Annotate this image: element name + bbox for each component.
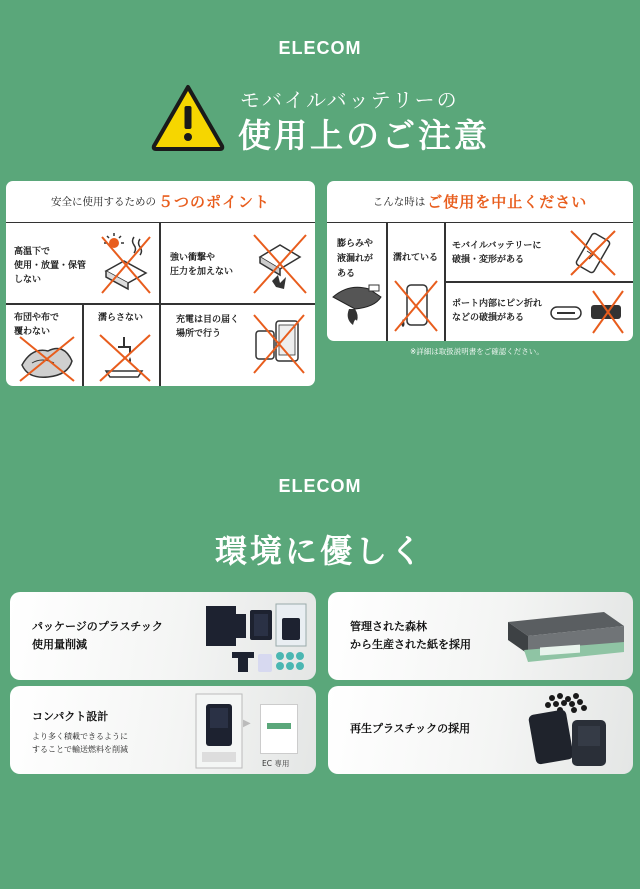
- compact-package-icon: [194, 692, 244, 770]
- eco-card-compact: [10, 686, 316, 774]
- heading-prefix: 安全に使用するための: [50, 196, 156, 208]
- ec-label: EC 専用: [262, 759, 290, 768]
- arrow-icon: ▶: [243, 718, 251, 729]
- eco-label: コンパクト設計: [32, 710, 109, 723]
- stop-text-wet: 濡れている: [393, 253, 439, 263]
- stop-text-swollen: 膨らみや 液漏れが ある: [337, 239, 374, 279]
- eco-card-plastic-reduction: [10, 592, 316, 680]
- broken-battery-icon: [569, 229, 617, 277]
- phone-charging-icon: [250, 311, 308, 377]
- point-text-wet: 濡らさない: [98, 313, 144, 323]
- impact-battery-icon: [250, 231, 310, 297]
- caution-title: 使用上のご注意: [238, 116, 490, 155]
- swollen-battery-icon: [329, 279, 385, 335]
- heading-accent: ご使用を中止ください: [427, 193, 588, 211]
- eco-label: 管理された森林 から生産された紙を採用: [350, 620, 471, 651]
- point-text-charge: 充電は目の届く 場所で行う: [176, 315, 240, 339]
- stop-text-broken: モバイルバッテリーに 破損・変形がある: [452, 241, 542, 265]
- brand-logo: ELECOM: [278, 38, 362, 58]
- manual-note: ※詳細は取扱説明書をご確認ください。: [410, 347, 544, 356]
- heading-accent: ５つのポイント: [157, 193, 270, 211]
- covered-battery-icon: [18, 335, 76, 383]
- eco-label: 再生プラスチックの採用: [350, 722, 471, 735]
- wet-battery-icon: [94, 333, 154, 383]
- stop-use-heading: [327, 181, 633, 223]
- hot-battery-icon: [94, 231, 156, 297]
- point-text-impact: 強い衝撃や 圧力を加えない: [170, 253, 234, 277]
- safety-points-card: [6, 181, 315, 386]
- caution-subtitle: モバイルバッテリーの: [240, 88, 459, 112]
- eco-card-forest-paper: [328, 592, 633, 680]
- eco-sub-text: より多く積載できるように することで輸送燃料を削減: [32, 732, 128, 754]
- stop-use-card: [327, 181, 633, 341]
- point-text-cover: 布団や布で 覆わない: [14, 313, 60, 337]
- broken-port-icon: [549, 287, 627, 337]
- caution-header: [150, 78, 510, 158]
- paper-box-icon: [504, 606, 628, 668]
- point-text-heat: 高温下で 使用・放置・保管 しない: [14, 247, 87, 285]
- eco-label: パッケージのプラスチック 使用量削減: [32, 620, 163, 651]
- eco-title: 環境に優しく: [214, 532, 425, 570]
- ec-package-icon: [260, 704, 298, 754]
- recycled-plastic-icon: [514, 690, 626, 772]
- heading-prefix: こんな時は: [372, 196, 426, 208]
- stop-text-port: ポート内部にピン折れ などの破損がある: [452, 299, 543, 323]
- warning-icon: [150, 82, 226, 152]
- eco-card-recycled-plastic: [328, 686, 633, 774]
- safety-points-heading: [6, 181, 315, 223]
- wet-device-icon: [391, 277, 441, 335]
- brand-logo: ELECOM: [278, 476, 362, 496]
- package-parts-icon: [202, 598, 312, 676]
